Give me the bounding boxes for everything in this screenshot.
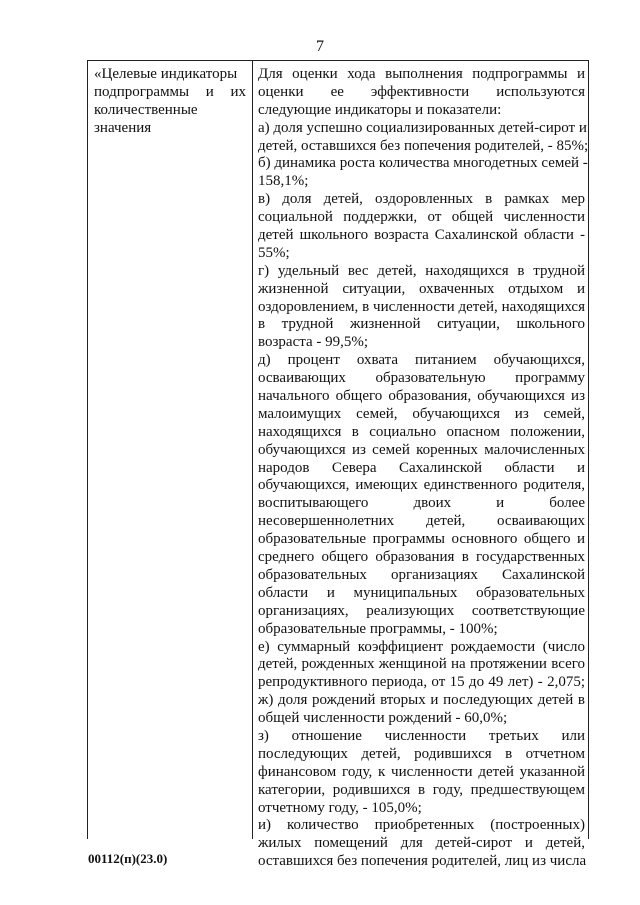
text-line: образовательных организациях Сахалинской [258, 566, 585, 583]
text-line: детей, рожденных женщиной на протяжении всего [258, 656, 585, 673]
page-number: 7 [316, 38, 324, 55]
text-line: среднего общего образования в государственных [258, 549, 585, 566]
text-line: отчетному году, - 105,0%; [258, 799, 422, 816]
text-line: возраста - 99,5%; [258, 334, 369, 351]
text-line: д) процент охвата питанием обучающихся, [258, 352, 585, 369]
text-line: репродуктивного периода, от 15 до 49 лет) - 2,075; [258, 674, 585, 691]
text-line: Для оценки хода выполнения подпрограммы и [258, 66, 585, 82]
text-line: общей численности рождений - 60,0%; [258, 710, 508, 727]
text-line: е) суммарный коэффициент рождаемости (число [258, 638, 585, 655]
text-line: обучающихся, имеющих единственного родителя, [258, 477, 585, 494]
label-line: «Целевые индикаторы [94, 66, 238, 82]
text-line: оценки ее эффективности используются [258, 83, 585, 100]
indicator-label-cell [94, 66, 246, 138]
text-line: осваивающих образовательную программу [258, 370, 585, 387]
text-line: жизненной ситуации, охваченных отдыхом и [258, 280, 585, 297]
text-line: области и муниципальных образовательных [258, 584, 585, 601]
text-line: народов Севера Сахалинской области и [258, 459, 585, 476]
text-line: детей школьного возраста Сахалинской области - [258, 227, 585, 244]
text-line: образовательные программы, - 100%; [258, 620, 498, 637]
indicator-values-cell [258, 66, 589, 871]
text-line: следующие индикаторы и показатели: [258, 101, 502, 118]
text-line: в трудной жизненной ситуации, школьного [258, 316, 585, 333]
label-line: значения [94, 119, 152, 136]
text-line: и) количество приобретенных (построенных) [258, 817, 585, 834]
text-line: ж) доля рождений вторых и последующих детей в [258, 692, 585, 709]
label-line: подпрограммы и их [94, 83, 246, 100]
text-line: последующих детей, родившихся в отчетном [258, 745, 585, 762]
text-line: а) доля успешно социализированных детей-сирот и [258, 119, 587, 136]
text-line: б) динамика роста количества многодетных семей - [258, 155, 588, 172]
text-line: организациях, реализующих соответствующие [258, 602, 585, 619]
text-line: оздоровлением, в численности детей, находящихся [258, 298, 585, 315]
text-line: жилых помещений для детей-сирот и детей, [258, 835, 585, 852]
text-line: г) удельный вес детей, находящихся в трудной [258, 262, 585, 279]
text-line: начального общего образования, обучающихся из [258, 388, 585, 405]
text-line: образовательные программы основного общего и [258, 531, 585, 548]
text-line: з) отношение численности третьих или [258, 727, 585, 744]
text-line: категории, родившихся в году, предшествующем [258, 781, 585, 798]
text-line: воспитывающего двоих и более [258, 495, 585, 512]
text-line: финансовом году, к численности детей указанной [258, 763, 585, 780]
text-line: малоимущих семей, обучающихся из семей, [258, 405, 585, 422]
text-line: оставшихся без попечения родителей, лиц из числа [258, 853, 587, 870]
document-code: 00112(п)(23.0) [88, 851, 168, 866]
text-line: несовершеннолетних детей, осваивающих [258, 513, 585, 530]
label-line: количественные [94, 101, 198, 118]
text-line: детей, оставшихся без попечения родителей, - 85%; [258, 137, 589, 154]
text-line: социальной поддержки, от общей численности [258, 209, 585, 226]
text-line: обучающихся из семей коренных малочисленных [258, 441, 585, 458]
text-line: в) доля детей, оздоровленных в рамках мер [258, 191, 585, 208]
text-line: 158,1%; [258, 173, 309, 190]
text-line: находящихся в социально опасном положении, [258, 423, 585, 440]
text-line: 55%; [258, 244, 290, 261]
column-divider [252, 60, 253, 839]
